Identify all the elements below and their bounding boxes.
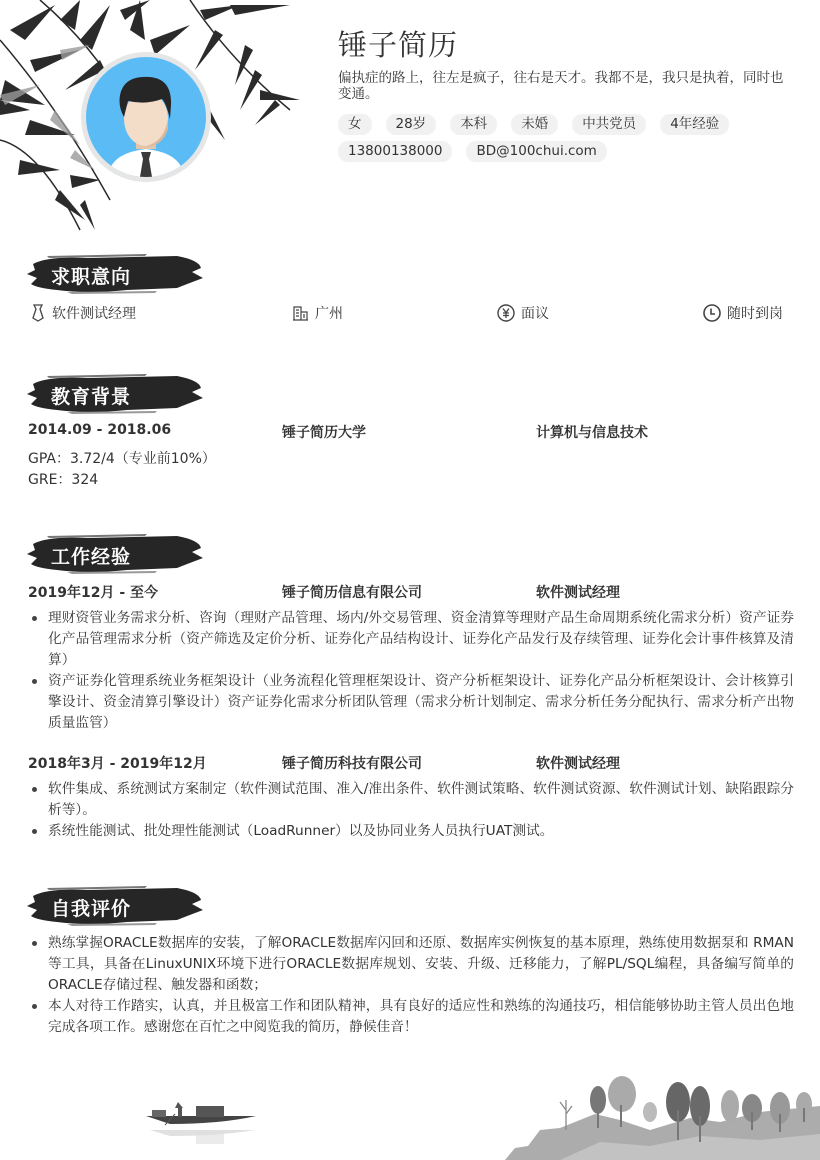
list-item: 系统性能测试、批处理性能测试（LoadRunner）以及协同业务人员执行UAT测试。 <box>28 821 794 842</box>
avatar-person-icon <box>86 57 206 177</box>
ink-landscape-decoration <box>0 1050 820 1160</box>
profile-tags <box>338 114 758 162</box>
job-bullets <box>28 779 794 842</box>
boat-icon <box>146 1102 256 1144</box>
section-title-work <box>27 534 203 574</box>
tag-marital: 未婚 <box>511 114 558 135</box>
job-period: 2018年3月 - 2019年12月 <box>28 756 207 772</box>
education-period: 2014.09 - 2018.06 <box>28 422 172 438</box>
tie-icon <box>30 304 46 322</box>
intent-position: 软件测试经理 <box>30 303 136 323</box>
profile-header <box>338 26 798 162</box>
education-gre: GRE：324 <box>28 472 99 488</box>
avatar <box>86 57 206 177</box>
section-title-text: 求职意向 <box>51 266 132 288</box>
section-title-text: 教育背景 <box>51 386 132 408</box>
job-entry-header <box>28 582 788 602</box>
job-position: 软件测试经理 <box>536 585 620 601</box>
yen-icon <box>497 304 515 322</box>
section-title-education <box>27 374 203 414</box>
clock-icon <box>703 304 721 322</box>
section-title-text: 自我评价 <box>51 898 132 920</box>
candidate-name: 锤子简历 <box>338 28 459 62</box>
section-title-intent <box>27 254 203 294</box>
job-bullets <box>28 608 794 734</box>
tag-experience: 4年经验 <box>660 114 729 135</box>
list-item: 软件集成、系统测试方案制定（软件测试范围、准入/准出条件、软件测试策略、软件测试资源、软件测试计划、缺陷跟踪分析等）。 <box>28 779 794 821</box>
tag-degree: 本科 <box>450 114 497 135</box>
avatar-frame <box>81 52 211 182</box>
section-title-self-eval <box>27 886 203 926</box>
section-title-text: 工作经验 <box>51 546 132 568</box>
tag-phone[interactable]: 13800138000 <box>338 141 452 162</box>
intent-salary: 面议 <box>497 303 549 323</box>
job-entry-header <box>28 753 788 773</box>
job-position: 软件测试经理 <box>536 756 620 772</box>
job-company: 锤子简历信息有限公司 <box>282 585 422 601</box>
building-icon <box>293 305 309 321</box>
intent-availability: 随时到岗 <box>703 303 783 323</box>
list-item: 理财资管业务需求分析、咨询（理财产品管理、场内/外交易管理、资金清算等理财产品生命周期系统化需求分析）资产证券化产品管理需求分析（资产筛选及定价分析、证券化产品结构设计、证券化产品发行及存续管理、证券化会计事件核算及清算） <box>28 608 794 671</box>
self-eval-bullets <box>28 933 794 1038</box>
education-school: 锤子简历大学 <box>282 425 366 441</box>
education-gpa: GPA：3.72/4（专业前10%） <box>28 451 216 467</box>
job-company: 锤子简历科技有限公司 <box>282 756 422 772</box>
motto: 偏执症的路上，往左是疯子，往右是天才。我都不是，我只是执着，同时也变通。 <box>338 70 784 102</box>
tag-email[interactable]: BD@100chui.com <box>466 141 606 162</box>
tag-age: 28岁 <box>386 114 437 135</box>
list-item: 资产证券化管理系统业务框架设计（业务流程化管理框架设计、资产分析框架设计、证券化产品分析框架设计、会计核算引擎设计、资金清算引擎设计）资产证券化需求分析团队管理（需求分析计划制定、需求分析任务分配执行、需求分析产出物质量监管） <box>28 671 794 734</box>
tag-gender: 女 <box>338 114 372 135</box>
job-intent-row <box>30 303 790 325</box>
list-item: 本人对待工作踏实，认真，并且极富工作和团队精神，具有良好的适应性和熟练的沟通技巧，相信能够协助主管人员出色地完成各项工作。感谢您在百忙之中阅览我的简历，静候佳音！ <box>28 996 794 1038</box>
list-item: 熟练掌握ORACLE数据库的安装，了解ORACLE数据库闪回和还原、数据库实例恢复的基本原理，熟练使用数据泵和 RMAN等工具，具备在LinuxUNIX环境下进行ORACLE数据库规划、安装、升级、迁移能力，了解PL/SQL编程，具备编写简单的ORACLE存储过程、触发器和函数； <box>28 933 794 996</box>
tag-political: 中共党员 <box>572 114 646 135</box>
job-period: 2019年12月 - 至今 <box>28 585 159 601</box>
intent-city: 广州 <box>293 303 343 323</box>
education-details <box>28 449 216 491</box>
education-major: 计算机与信息技术 <box>536 425 648 441</box>
